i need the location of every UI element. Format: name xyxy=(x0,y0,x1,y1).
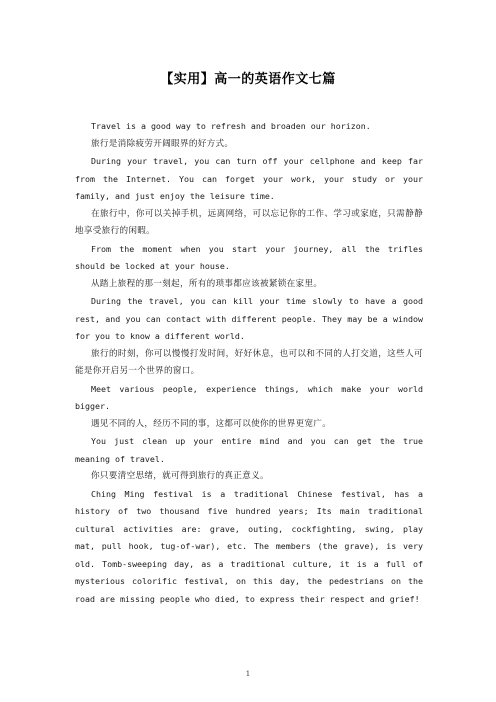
page-number: 1 xyxy=(245,670,251,678)
paragraph: During the travel, you can kill your time slowly to have a good rest, and you can contact with different people. They may be a window for you to know a different world. xyxy=(75,296,423,341)
paragraph: Travel is a good way to refresh and broaden our horizon. xyxy=(91,121,371,131)
document-body xyxy=(75,118,423,608)
paragraph: From the moment when you start your journey, all the trifles should be locked at your house. xyxy=(75,243,423,271)
paragraph: Meet various people, experience things, which make your world bigger. xyxy=(75,383,423,411)
paragraph: You just clean up your entire mind and you can get the true meaning of travel. xyxy=(75,436,423,464)
paragraph: 你只要清空思绪，就可得到旅行的真正意义。 xyxy=(91,471,269,481)
paragraph: 在旅行中，你可以关掉手机，远离网络，可以忘记你的工作、学习或家庭，只需静静地享受旅行的闲暇。 xyxy=(75,208,423,236)
paragraph: Ching Ming festival is a traditional Chinese festival, has a history of two thousand five hundred years; Its main traditional cultural activities are: grave, outing, cockfighting, swing, play mat, pull hook, tug-of-war), etc. The members (the grave), is very old. Tomb-sweeping day, as a traditional culture, it is a full of mysterious colorific festival, on this day, the pedestrians on the road are missing people who died, to express their respect and grief! xyxy=(75,488,423,604)
document-title: 【实用】高一的英语作文七篇 xyxy=(160,72,336,87)
paragraph: 遇见不同的人，经历不同的事，这都可以使你的世界更宽广。 xyxy=(91,418,332,429)
paragraph: 从踏上旅程的那一刻起，所有的琐事都应该被紧锁在家里。 xyxy=(91,278,323,289)
paragraph: 旅行的时刻，你可以慢慢打发时间，好好休息，也可以和不同的人打交道，这些人可能是你开启另一个世界的窗口。 xyxy=(75,348,423,376)
paragraph: 旅行是消除疲劳开阔眼界的好方式。 xyxy=(91,138,234,149)
paragraph: During your travel, you can turn off your cellphone and keep far from the Internet. You can forget your work, your study or your family, and just enjoy the leisure time. xyxy=(75,156,423,201)
